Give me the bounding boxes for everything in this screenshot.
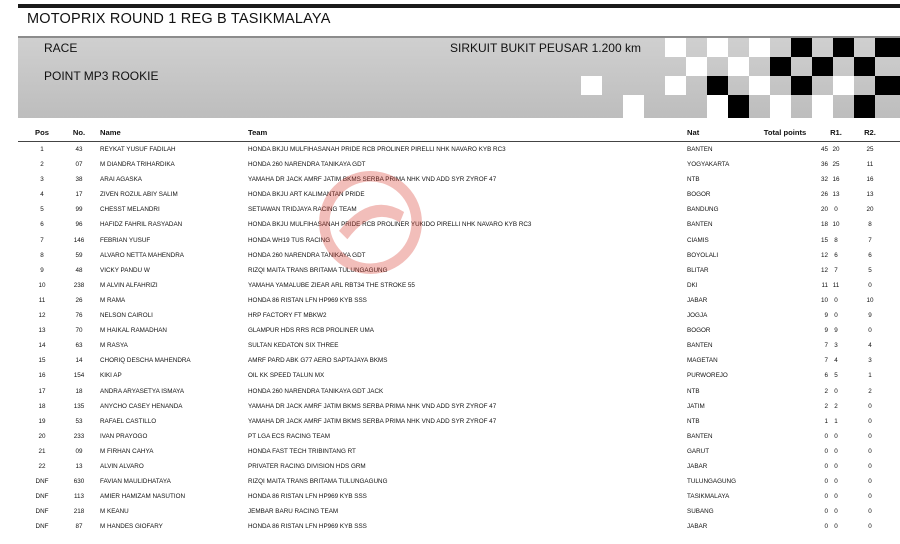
- cell-nat: BANTEN: [687, 432, 713, 440]
- cell-nat: NTB: [687, 417, 700, 425]
- table-body: [18, 142, 900, 534]
- cell-total-points: 45: [820, 146, 828, 153]
- cell-total-points: 9: [824, 312, 828, 320]
- cell-r1: 4: [834, 357, 838, 365]
- cell-no: 87: [75, 523, 83, 531]
- cell-total-points: 11: [821, 281, 828, 289]
- table-row: [18, 308, 900, 323]
- cell-total-points: 10: [820, 296, 828, 304]
- cell-name: M RAMA: [100, 296, 126, 304]
- table-row: [18, 459, 900, 474]
- cell-team: HONDA BKJU MULFIHASANAH PRIDE RCB PROLINER YUKIDO PIRELLI NHK NAVARO KYB RC3: [248, 221, 532, 229]
- cell-r2: 4: [868, 342, 872, 350]
- cell-r1: 6: [834, 251, 838, 259]
- cell-r2: 0: [868, 478, 872, 486]
- cell-team: RIZQI MAITA TRANS BRITAMA TULUNGAGUNG: [248, 478, 388, 486]
- cell-pos: 4: [40, 191, 44, 199]
- table-row: [18, 187, 900, 202]
- cell-pos: 8: [40, 251, 44, 259]
- cell-no: 17: [75, 191, 83, 199]
- cell-pos: 19: [38, 417, 46, 425]
- cell-nat: SUBANG: [687, 508, 714, 516]
- cell-total-points: 32: [820, 176, 828, 184]
- cell-total-points: 36: [820, 161, 828, 169]
- cell-nat: JOGJA: [687, 312, 708, 320]
- cell-total-points: 0: [824, 478, 828, 486]
- top-rule: [18, 4, 900, 8]
- results-table: [18, 124, 900, 534]
- cell-name: M HANDES GIOFARY: [100, 523, 163, 531]
- cell-no: 14: [75, 357, 83, 365]
- table-row: [18, 172, 900, 187]
- cell-no: 59: [75, 251, 83, 259]
- cell-team: YAMAHA DR JACK AMRF JATIM BKMS SERBA PRIMA NHK VND ADD SYR ZYROF 47: [248, 176, 497, 184]
- table-row: [18, 489, 900, 504]
- cell-name: ANYCHO CASEY HENANDA: [100, 402, 183, 410]
- cell-name: VICKY PANDU W: [100, 266, 150, 274]
- cell-r2: 0: [868, 447, 872, 455]
- table-row: [18, 368, 900, 383]
- cell-r1: 0: [834, 296, 838, 304]
- cell-r2: 20: [866, 206, 874, 214]
- cell-no: 26: [75, 296, 83, 304]
- cell-nat: BOGOR: [687, 191, 711, 199]
- cell-r1: 0: [834, 478, 838, 486]
- cell-nat: PURWOREJO: [687, 372, 728, 380]
- cell-pos: 6: [40, 221, 44, 229]
- table-row: [18, 157, 900, 172]
- cell-no: 13: [75, 462, 83, 470]
- cell-name: RAFAEL CASTILLO: [100, 417, 157, 425]
- header-total-points: Total points: [763, 128, 807, 137]
- cell-team: JEMBAR BARU RACING TEAM: [248, 508, 339, 516]
- cell-r1: 0: [834, 508, 838, 516]
- cell-r2: 1: [868, 372, 872, 380]
- cell-team: HONDA BKJU MULFIHASANAH PRIDE RCB PROLINER PIRELLI NHK NAVARO KYB RC3: [248, 146, 506, 153]
- cell-name: ARAI AGASKA: [100, 176, 142, 184]
- cell-pos: 7: [40, 236, 44, 244]
- cell-nat: BANTEN: [687, 146, 713, 153]
- header-banner: [18, 36, 900, 118]
- cell-team: SETIAWAN TRIDJAYA RACING TEAM: [248, 206, 357, 214]
- cell-team: OIL KK SPEED TALUN MX: [248, 372, 325, 380]
- cell-total-points: 2: [824, 402, 828, 410]
- cell-pos: 9: [40, 266, 44, 274]
- cell-r1: 0: [834, 432, 838, 440]
- cell-r1: 7: [834, 266, 838, 274]
- cell-name: M RASYA: [100, 342, 128, 350]
- cell-r1: 13: [832, 191, 840, 199]
- header-name: Name: [100, 128, 121, 137]
- cell-total-points: 0: [824, 493, 828, 501]
- cell-no: 48: [75, 266, 83, 274]
- table-row: [18, 263, 900, 278]
- cell-nat: TASIKMALAYA: [687, 493, 730, 501]
- cell-name: CHESST MELANDRI: [100, 206, 160, 214]
- cell-no: 53: [75, 417, 83, 425]
- cell-name: ANDRA ARYASETYA ISMAYA: [100, 387, 185, 395]
- cell-no: 76: [75, 312, 83, 320]
- cell-pos: 12: [38, 312, 46, 320]
- cell-nat: JABAR: [687, 462, 708, 470]
- table-row: [18, 142, 900, 157]
- cell-nat: BANDUNG: [687, 206, 719, 214]
- cell-name: M ALVIN ALFAHRIZI: [100, 281, 158, 289]
- cell-name: KIKI AP: [100, 372, 122, 380]
- cell-r2: 25: [866, 146, 874, 153]
- cell-team: HONDA 260 NARENDRA TANIKAYA GDT: [248, 251, 366, 259]
- cell-nat: BOGOR: [687, 327, 711, 335]
- header-team: Team: [248, 128, 268, 137]
- cell-r1: 0: [834, 523, 838, 531]
- cell-r2: 0: [868, 327, 872, 335]
- cell-pos: 15: [38, 357, 46, 365]
- cell-no: 99: [75, 206, 83, 214]
- cell-r1: 0: [834, 462, 838, 470]
- cell-r1: 0: [834, 206, 838, 214]
- cell-total-points: 7: [824, 357, 828, 365]
- cell-nat: BANTEN: [687, 221, 713, 229]
- cell-r2: 5: [868, 266, 872, 274]
- cell-no: 630: [73, 478, 85, 486]
- circuit-label: SIRKUIT BUKIT PEUSAR 1.200 km: [450, 41, 641, 55]
- cell-pos: 21: [38, 447, 46, 455]
- cell-r1: 0: [834, 493, 838, 501]
- cell-nat: BLITAR: [687, 266, 709, 274]
- cell-pos: 18: [38, 402, 46, 410]
- cell-total-points: 0: [824, 432, 828, 440]
- cell-no: 233: [73, 432, 85, 440]
- class-label: POINT MP3 ROOKIE: [44, 69, 159, 83]
- cell-total-points: 12: [820, 251, 828, 259]
- cell-team: GLAMPUR HDS RRS RCB PROLINER UMA: [248, 327, 374, 335]
- cell-team: YAMAHA DR JACK AMRF JATIM BKMS SERBA PRIMA NHK VND ADD SYR ZYROF 47: [248, 417, 497, 425]
- cell-pos: 1: [40, 146, 44, 153]
- cell-total-points: 0: [824, 508, 828, 516]
- cell-r1: 0: [834, 387, 838, 395]
- cell-r1: 1: [834, 417, 838, 425]
- cell-pos: 14: [38, 342, 46, 350]
- cell-nat: JATIM: [687, 402, 705, 410]
- header-r2: R2.: [864, 128, 876, 137]
- cell-nat: NTB: [687, 387, 700, 395]
- cell-r2: 13: [866, 191, 874, 199]
- cell-name: FEBRIAN YUSUF: [100, 236, 151, 244]
- table-row: [18, 353, 900, 368]
- table-row: [18, 474, 900, 489]
- cell-r2: 0: [868, 508, 872, 516]
- table-row: [18, 217, 900, 232]
- cell-name: ZIVEN ROZUL ABIY SALIM: [100, 191, 178, 199]
- cell-total-points: 1: [824, 417, 828, 425]
- cell-pos: 20: [38, 432, 46, 440]
- cell-no: 218: [73, 508, 85, 516]
- cell-name: ALVIN ALVARO: [100, 462, 144, 470]
- cell-team: HONDA BKJU ART KALIMANTAN PRIDE: [248, 191, 365, 199]
- cell-r2: 11: [866, 161, 874, 169]
- cell-name: M KEANU: [100, 508, 129, 516]
- cell-no: 154: [73, 372, 85, 380]
- cell-pos: DNF: [35, 523, 49, 531]
- cell-team: PT LGA ECS RACING TEAM: [248, 432, 330, 440]
- cell-name: M HAIKAL RAMADHAN: [100, 327, 167, 335]
- cell-team: HONDA 86 RISTAN LFN HP969 KYB SSS: [248, 523, 367, 531]
- cell-team: RIZQI MAITA TRANS BRITAMA TULUNGAGUNG: [248, 266, 388, 274]
- document-title: MOTOPRIX ROUND 1 REG B TASIKMALAYA: [27, 11, 331, 27]
- table-row: [18, 504, 900, 519]
- cell-r2: 0: [868, 493, 872, 501]
- table-row: [18, 248, 900, 263]
- cell-r1: 5: [834, 372, 838, 380]
- cell-r1: 0: [834, 447, 838, 455]
- cell-name: FAVIAN MAULIDHATAYA: [100, 478, 171, 486]
- cell-team: HONDA 86 RISTAN LFN HP969 KYB SSS: [248, 493, 367, 501]
- cell-nat: BANTEN: [687, 342, 713, 350]
- cell-name: M DIANDRA TRIHARDIKA: [100, 161, 175, 169]
- cell-r2: 0: [868, 402, 872, 410]
- cell-r1: 20: [832, 146, 840, 153]
- cell-total-points: 7: [824, 342, 828, 350]
- cell-team: HONDA WH19 TUS RACING: [248, 236, 331, 244]
- cell-name: ALVARO NETTA MAHENDRA: [100, 251, 184, 259]
- cell-pos: 22: [38, 462, 46, 470]
- cell-total-points: 26: [820, 191, 828, 199]
- header-no: No.: [72, 128, 86, 137]
- cell-nat: JABAR: [687, 523, 708, 531]
- cell-total-points: 2: [824, 387, 828, 395]
- cell-r2: 0: [868, 523, 872, 531]
- table-row: [18, 519, 900, 534]
- cell-r2: 0: [868, 462, 872, 470]
- cell-total-points: 15: [820, 236, 828, 244]
- cell-nat: NTB: [687, 176, 700, 184]
- cell-team: HONDA 86 RISTAN LFN HP969 KYB SSS: [248, 296, 367, 304]
- table-row: [18, 414, 900, 429]
- cell-r1: 11: [832, 281, 840, 289]
- cell-no: 18: [75, 387, 83, 395]
- cell-nat: TULUNGAGUNG: [687, 478, 736, 486]
- cell-nat: CIAMIS: [687, 236, 709, 244]
- cell-no: 238: [73, 281, 85, 289]
- cell-nat: YOGYAKARTA: [687, 161, 730, 169]
- cell-r2: 16: [866, 176, 874, 184]
- table-row: [18, 202, 900, 217]
- cell-r2: 6: [868, 251, 872, 259]
- cell-team: HONDA 260 NARENDRA TANIKAYA GDT JACK: [248, 387, 384, 395]
- cell-team: AMRF PARD ABK G77 AERO SAPTAJAYA BKMS: [248, 357, 388, 365]
- cell-r2: 9: [868, 312, 872, 320]
- cell-no: 70: [75, 327, 83, 335]
- cell-pos: 16: [38, 372, 46, 380]
- cell-total-points: 18: [820, 221, 828, 229]
- cell-no: 09: [75, 447, 83, 455]
- cell-r2: 2: [868, 387, 872, 395]
- cell-team: PRIVATER RACING DIVISION HDS GRM: [248, 462, 366, 470]
- cell-r2: 0: [868, 281, 872, 289]
- cell-no: 63: [75, 342, 83, 350]
- table-row: [18, 233, 900, 248]
- cell-pos: 2: [40, 161, 44, 169]
- cell-r1: 0: [834, 312, 838, 320]
- cell-r1: 16: [832, 176, 840, 184]
- cell-team: HONDA FAST TECH TRIBINTANG RT: [248, 447, 356, 455]
- table-row: [18, 293, 900, 308]
- cell-nat: DKI: [687, 281, 698, 289]
- cell-r2: 7: [868, 236, 872, 244]
- cell-nat: GARUT: [687, 447, 710, 455]
- cell-total-points: 12: [820, 266, 828, 274]
- cell-total-points: 20: [820, 206, 828, 214]
- cell-nat: JABAR: [687, 296, 708, 304]
- cell-r2: 8: [868, 221, 872, 229]
- table-row: [18, 338, 900, 353]
- cell-pos: DNF: [35, 478, 49, 486]
- cell-pos: 11: [38, 296, 46, 304]
- cell-no: 43: [75, 146, 83, 153]
- cell-team: HRP FACTORY FT MBKW2: [248, 312, 327, 320]
- cell-r1: 9: [834, 327, 838, 335]
- table-row: [18, 278, 900, 293]
- cell-r1: 10: [832, 221, 840, 229]
- cell-total-points: 6: [824, 372, 828, 380]
- cell-pos: 17: [38, 387, 46, 395]
- cell-nat: BOYOLALI: [687, 251, 719, 259]
- cell-r2: 0: [868, 417, 872, 425]
- cell-pos: 5: [40, 206, 44, 214]
- cell-name: REYKAT YUSUF FADILAH: [100, 146, 176, 153]
- cell-no: 38: [75, 176, 83, 184]
- table-row: [18, 444, 900, 459]
- cell-no: 96: [75, 221, 83, 229]
- header-pos: Pos: [35, 128, 49, 137]
- cell-pos: DNF: [35, 508, 49, 516]
- cell-pos: 13: [38, 327, 46, 335]
- cell-name: NELSON CAIROLI: [100, 312, 153, 320]
- cell-nat: MAGETAN: [687, 357, 718, 365]
- cell-total-points: 9: [824, 327, 828, 335]
- cell-team: YAMAHA DR JACK AMRF JATIM BKMS SERBA PRIMA NHK VND ADD SYR ZYROF 47: [248, 402, 497, 410]
- race-label: RACE: [44, 41, 78, 55]
- cell-name: HAFIDZ FAHRIL RASYADAN: [100, 221, 183, 229]
- cell-r1: 3: [834, 342, 838, 350]
- cell-total-points: 0: [824, 447, 828, 455]
- table-row: [18, 384, 900, 399]
- cell-pos: DNF: [35, 493, 49, 501]
- cell-no: 146: [73, 236, 85, 244]
- cell-name: M FIRHAN CAHYA: [100, 447, 154, 455]
- cell-no: 113: [73, 493, 85, 501]
- cell-r1: 25: [832, 161, 840, 169]
- table-row: [18, 429, 900, 444]
- header-r1: R1.: [830, 128, 842, 137]
- cell-name: AMIER HAMIZAM NASUTION: [100, 493, 186, 501]
- header-nat: Nat: [687, 128, 700, 137]
- cell-pos: 10: [38, 281, 46, 289]
- cell-total-points: 0: [824, 523, 828, 531]
- table-row: [18, 399, 900, 414]
- cell-name: CHORIQ DESCHA MAHENDRA: [100, 357, 191, 365]
- cell-no: 135: [73, 402, 85, 410]
- cell-pos: 3: [40, 176, 44, 184]
- cell-r2: 0: [868, 432, 872, 440]
- cell-team: HONDA 260 NARENDRA TANIKAYA GDT: [248, 161, 366, 169]
- cell-name: IVAN PRAYOGO: [100, 432, 148, 440]
- cell-team: YAMAHA YAMALUBE ZIEAR ARL RBT34 THE STROKE 55: [248, 281, 415, 289]
- cell-r1: 8: [834, 236, 838, 244]
- table-row: [18, 323, 900, 338]
- cell-r1: 2: [834, 402, 838, 410]
- cell-no: 07: [75, 161, 83, 169]
- cell-team: SULTAN KEDATON SIX THREE: [248, 342, 339, 350]
- cell-r2: 3: [868, 357, 872, 365]
- cell-total-points: 0: [824, 462, 828, 470]
- cell-r2: 10: [866, 296, 874, 304]
- table-header-row: [18, 124, 900, 142]
